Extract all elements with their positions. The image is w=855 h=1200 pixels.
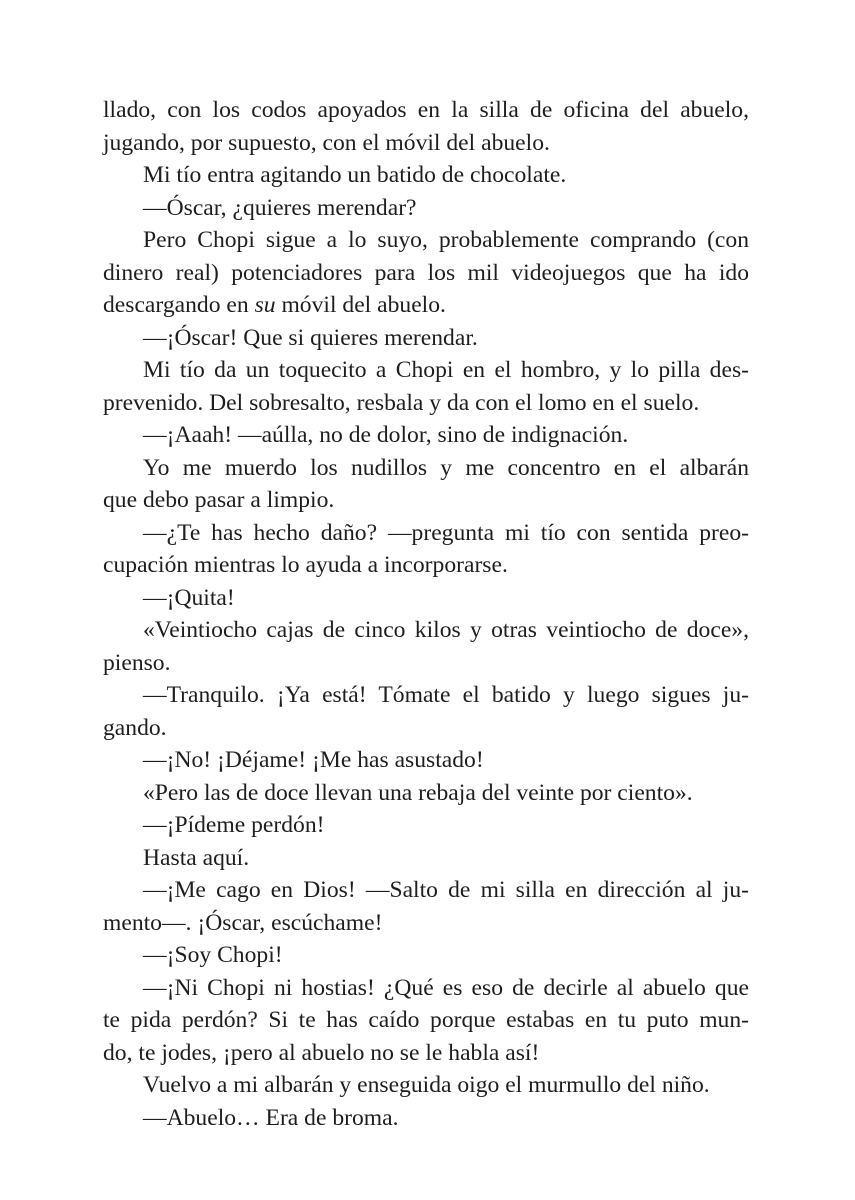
text-line: —¡Óscar! Que si quieres merendar. [143, 324, 478, 351]
text-line: pienso. [103, 649, 171, 676]
text-line: —¡Aaah! —aúlla, no de dolor, sino de indignación. [143, 422, 629, 448]
text-line: Yo me muerdo los nudillos y me concentro en el albarán [143, 454, 749, 481]
text-line: te pida perdón? Si te has caído porque estabas en tu puto mun- [103, 1007, 749, 1033]
text-line: do, te jodes, ¡pero al abuelo no se le habla así! [103, 1039, 540, 1066]
text-line: —¡No! ¡Déjame! ¡Me has asustado! [143, 747, 484, 773]
text-line: cupación mientras lo ayuda a incorporarse. [103, 552, 508, 578]
text-line: —¡Soy Chopi! [143, 942, 283, 968]
text-line-start: descargando en [103, 292, 255, 318]
text-line: —¡Pídeme perdón! [143, 812, 325, 838]
text-line: que debo pasar a limpio. [103, 487, 335, 513]
text-line: Vuelvo a mi albarán y enseguida oigo el murmullo del niño. [143, 1072, 710, 1098]
text-line-end: móvil del abuelo. [275, 292, 446, 318]
text-line: —¿Te has hecho daño? —pregunta mi tío con sentida preo- [143, 519, 749, 546]
text-line: dinero real) potenciadores para los mil videojuegos que ha ido [103, 259, 749, 286]
text-line: —¡Me cago en Dios! —Salto de mi silla en dirección al ju- [143, 877, 749, 903]
text-line: gando. [103, 714, 167, 741]
text-line: mento—. ¡Óscar, escúchame! [103, 909, 383, 936]
text-line: Hasta aquí. [143, 844, 250, 871]
italic-word: su [254, 292, 276, 318]
text-line: «Veintiocho cajas de cinco kilos y otras veintiocho de doce», [143, 617, 749, 643]
text-line: —¡Ni Chopi ni hostias! ¿Qué es eso de decirle al abuelo que [143, 974, 749, 1001]
text-line: Pero Chopi sigue a lo suyo, probablemente comprando (con [143, 227, 749, 253]
text-line: prevenido. Del sobresalto, resbala y da con el lomo en el suelo. [103, 389, 700, 416]
text-line [103, 289, 749, 322]
text-line: Mi tío entra agitando un batido de chocolate. [143, 162, 567, 188]
text-line: —Abuelo… Era de broma. [143, 1104, 399, 1131]
text-line: Mi tío da un toquecito a Chopi en el hombro, y lo pilla des- [143, 357, 749, 383]
text-line: —¡Quita! [143, 584, 235, 611]
text-line: «Pero las de doce llevan una rebaja del veinte por ciento». [143, 779, 693, 806]
text-line: jugando, por supuesto, con el móvil del abuelo. [103, 129, 550, 156]
book-page-text [103, 94, 749, 1134]
text-line: —Óscar, ¿quieres merendar? [143, 194, 417, 221]
text-line: llado, con los codos apoyados en la silla de oficina del abuelo, [103, 97, 749, 123]
text-line: —Tranquilo. ¡Ya está! Tómate el batido y luego sigues ju- [143, 682, 749, 708]
